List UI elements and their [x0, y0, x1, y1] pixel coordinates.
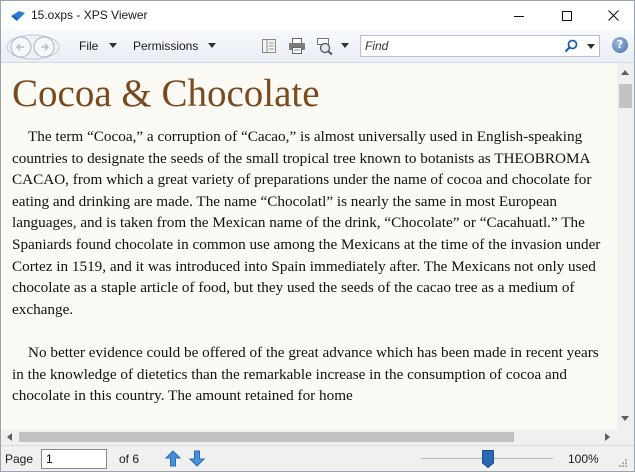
zoom-slider-thumb[interactable] [482, 450, 494, 468]
printer-icon[interactable] [288, 38, 306, 54]
vertical-scrollbar[interactable] [617, 63, 634, 429]
page-label: Page [5, 452, 34, 466]
find-input[interactable] [365, 38, 555, 54]
document-body [12, 126, 614, 428]
horizontal-scrollbar[interactable] [1, 429, 617, 445]
zoom-chevron-down-icon[interactable] [341, 43, 349, 48]
document-paragraph: No better evidence could be offered of the great advance which has been made in recent years in the knowledge of dietetics than the remarkable increase in the consumption of cocoa and chocolate in this country. The amount retained for home [12, 343, 599, 405]
window-title: 15.oxps - XPS Viewer [31, 8, 148, 22]
page-number-box[interactable] [41, 449, 107, 469]
scroll-down-arrow-icon[interactable] [621, 416, 629, 421]
find-box[interactable] [360, 35, 600, 57]
permissions-menu[interactable]: Permissions [133, 39, 199, 53]
toolbar [1, 30, 634, 63]
status-bar [1, 445, 634, 472]
maximize-icon [562, 11, 572, 21]
minimize-button[interactable] [496, 1, 542, 30]
zoom-level: 100% [568, 452, 599, 466]
scroll-right-arrow-icon[interactable] [605, 433, 610, 441]
document-page [1, 63, 617, 429]
document-paragraph: The term “Cocoa,” a corruption of “Cacao,” is almost universally used in English-speaking countries to designate the seeds of the small tropical tree known to botanists as THEOBROMA CACAO, from which a great variety of preparations under the name of cocoa and chocolate for eating and drinking are made. The name “Chocolatl” is nearly the same in most European languages, and is taken from the Mexican name of the drink, “Chocolate” or “Cacahuatl.” The Spaniards found chocolate in common use among the Mexicans at the time of the invasion under Cortez in 1519, and it was introduced into Spain immediately after. The Mexicans not only used chocolate as a staple article of food, but they used the seeds of the cacao tree as a medium of exchange. [12, 128, 601, 318]
minimize-icon [514, 11, 524, 21]
scroll-left-arrow-icon[interactable] [7, 433, 12, 441]
page-total: of 6 [119, 452, 140, 466]
resize-grip-icon[interactable] [615, 458, 629, 470]
file-menu[interactable]: File [79, 39, 99, 53]
close-button[interactable] [590, 1, 635, 30]
page-number-input[interactable] [46, 451, 102, 467]
xps-viewer-app-icon [10, 10, 26, 22]
permissions-menu-chevron-down-icon[interactable] [208, 43, 216, 48]
arrow-down-icon[interactable] [189, 450, 205, 467]
close-icon [608, 10, 619, 21]
document-outline-icon[interactable] [261, 38, 277, 54]
vertical-scroll-thumb[interactable] [619, 84, 632, 108]
scroll-up-arrow-icon[interactable] [621, 70, 629, 75]
find-options-chevron-down-icon[interactable] [587, 44, 595, 49]
scrollbar-corner [617, 429, 634, 445]
back-forward-nav-icon[interactable] [6, 34, 60, 60]
maximize-button[interactable] [544, 1, 590, 30]
horizontal-scroll-thumb[interactable] [19, 432, 514, 442]
title-bar [1, 1, 634, 30]
help-icon[interactable]: ? [612, 37, 628, 53]
file-menu-chevron-down-icon[interactable] [109, 43, 117, 48]
magnifier-zoom-icon[interactable] [317, 38, 335, 55]
arrow-up-icon[interactable] [165, 450, 181, 467]
document-title: Cocoa & Chocolate [12, 72, 320, 115]
search-icon[interactable] [564, 39, 578, 53]
